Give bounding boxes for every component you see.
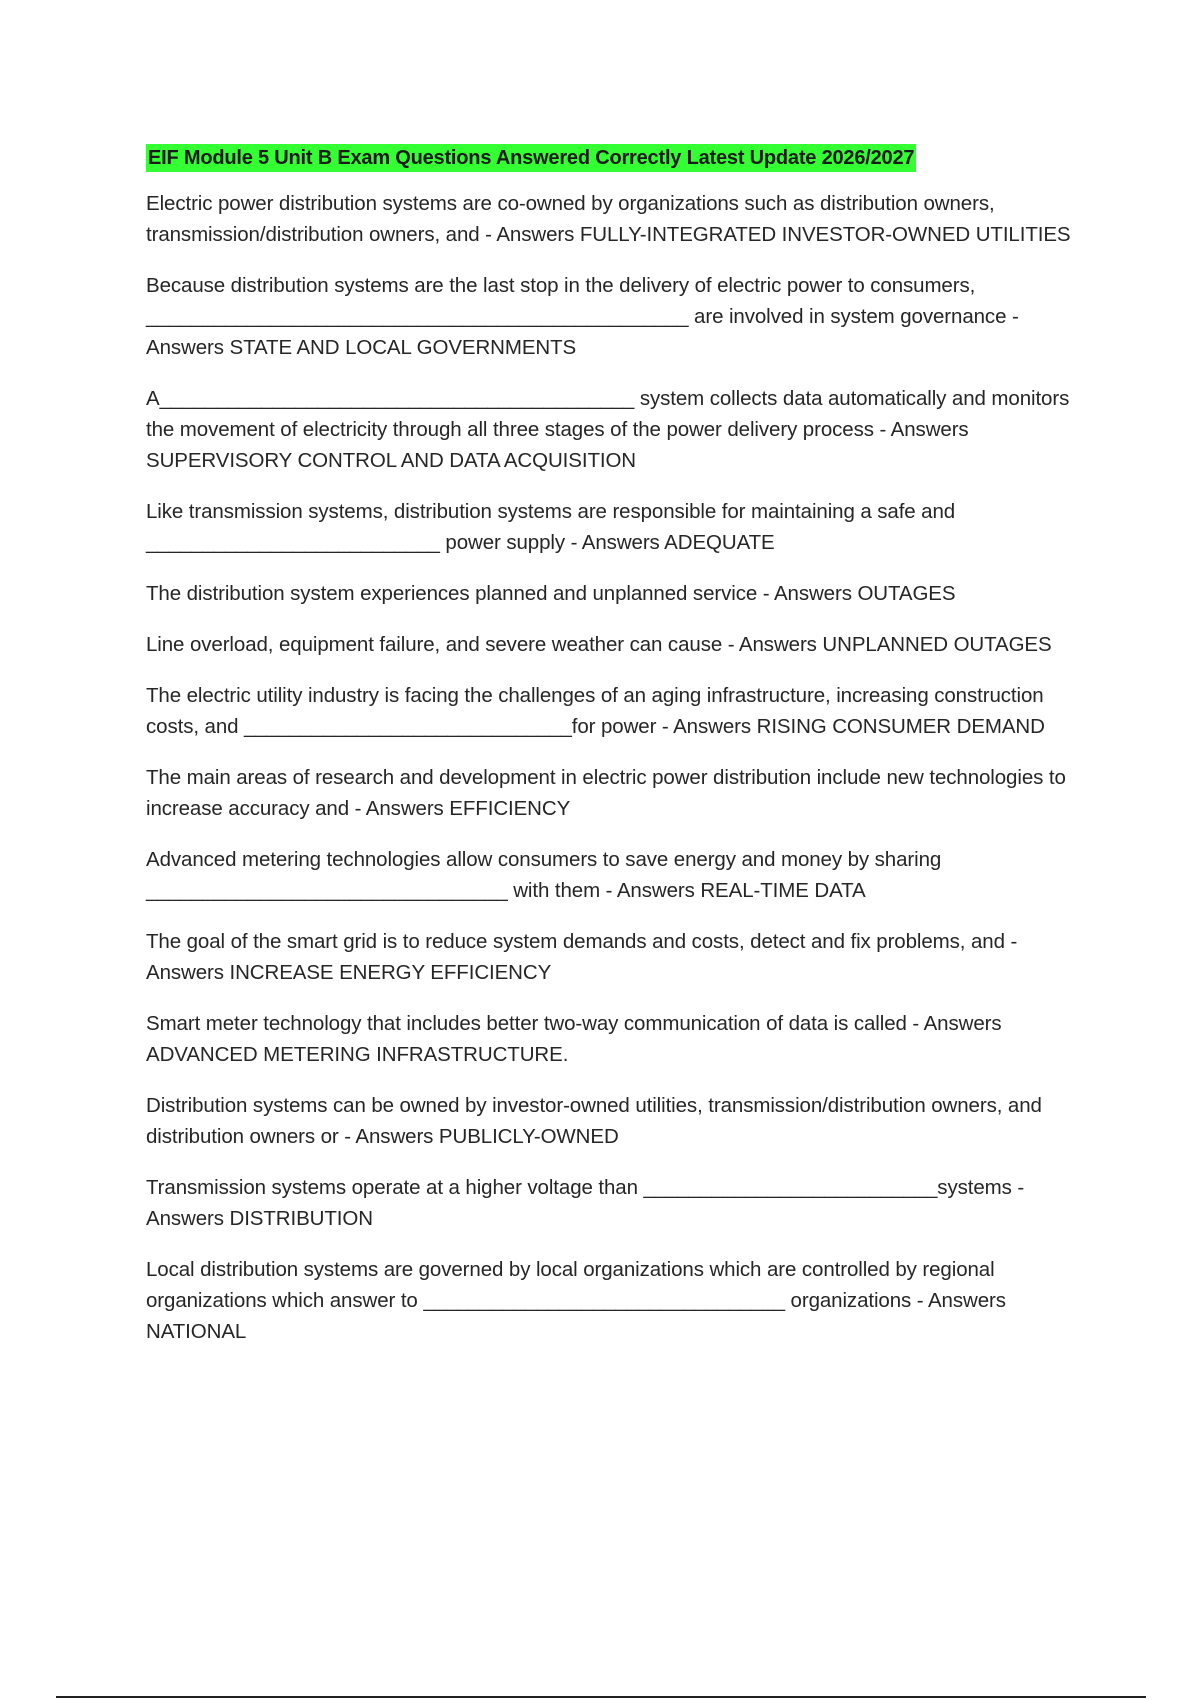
qa-item: Line overload, equipment failure, and severe weather can cause - Answers UNPLANNED OUTAGES	[146, 633, 1052, 656]
qa-item: Because distribution systems are the last stop in the delivery of electric power to consumers, ________________________________________________ are involved in system governance - Answers STATE AND LOCAL GOVERNMENTS	[146, 274, 1019, 359]
footer-divider	[56, 1696, 1146, 1698]
qa-item: Advanced metering technologies allow consumers to save energy and money by sharing ________________________________ with them - Answers REAL-TIME DATA	[146, 848, 942, 902]
qa-item: The distribution system experiences planned and unplanned service - Answers OUTAGES	[146, 582, 956, 605]
qa-item: The main areas of research and development in electric power distribution include new technologies to increase accuracy and - Answers EFFICIENCY	[146, 766, 1066, 820]
qa-item: Transmission systems operate at a higher voltage than __________________________systems - Answers DISTRIBUTION	[146, 1176, 1025, 1230]
qa-item: Local distribution systems are governed by local organizations which are controlled by regional organizations which answer to ________________________________ organizations - Answers NATIONAL	[146, 1258, 1006, 1343]
qa-item: Smart meter technology that includes better two-way communication of data is called - Answers ADVANCED METERING INFRASTRUCTURE.	[146, 1012, 1002, 1066]
qa-item: The goal of the smart grid is to reduce system demands and costs, detect and fix problems, and - Answers INCREASE ENERGY EFFICIENCY	[146, 930, 1018, 984]
qa-item: A__________________________________________ system collects data automatically and monitors the movement of electricity through all three stages of the power delivery process - Answers SUPERVISORY CONTROL AND DATA ACQUISITION	[146, 387, 1070, 472]
qa-item: Distribution systems can be owned by investor-owned utilities, transmission/distribution owners, and distribution owners or - Answers PUBLICLY-OWNED	[146, 1094, 1042, 1148]
qa-item: Like transmission systems, distribution systems are responsible for maintaining a safe and __________________________ power supply - Answers ADEQUATE	[146, 500, 956, 554]
document-page	[146, 144, 1096, 1367]
qa-item: The electric utility industry is facing the challenges of an aging infrastructure, increasing construction costs, and _____________________________for power - Answers RISING CONSUMER DEMAND	[146, 684, 1045, 738]
document-title: EIF Module 5 Unit B Exam Questions Answered Correctly Latest Update 2026/2027	[146, 144, 916, 172]
qa-item: Electric power distribution systems are co-owned by organizations such as distribution owners, transmission/distribution owners, and - Answers FULLY-INTEGRATED INVESTOR-OWNED UTILITIES	[146, 192, 1071, 246]
